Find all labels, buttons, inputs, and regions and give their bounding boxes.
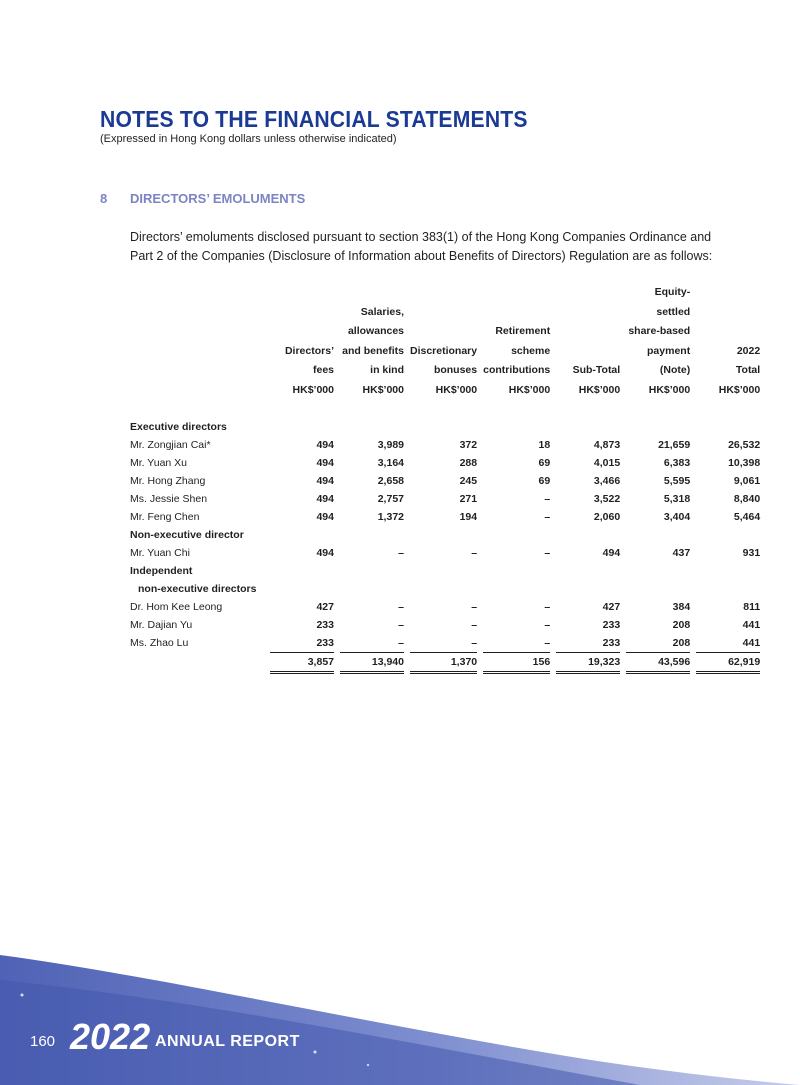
cell-value: 2,757 [377,493,404,505]
cell-value: 494 [602,547,621,559]
header-equity-settled: Equity-settled share-based payment (Note) HK$’000 [628,286,691,396]
report-label: ANNUAL REPORT [155,1033,300,1050]
cell-value: 3,466 [593,475,621,487]
cell-value: 69 [538,475,551,487]
cell-value: 3,989 [377,439,404,451]
table-row [130,634,760,653]
cell-value: – [471,619,478,631]
cell-value: – [544,547,551,559]
table-row [130,616,760,634]
cell-value: 372 [459,439,478,451]
cell-value: 194 [459,511,478,523]
director-name: Ms. Zhao Lu [130,637,189,650]
group-label-independent: Independent [130,565,193,577]
footer-banner [0,940,800,1085]
cell-value: 9,061 [733,475,761,487]
cell-value: 384 [672,601,691,613]
cell-value: 1,372 [377,511,404,523]
total-value: 156 [483,653,550,673]
header-directors-fees: Directors’ fees HK$’000 [284,344,334,396]
cell-value: 437 [672,547,691,559]
total-value: 43,596 [626,653,690,673]
cell-value: 69 [538,457,551,469]
cell-value: 931 [742,547,761,559]
table-row [130,490,760,508]
cell-value: – [471,601,478,613]
header-total: 2022 Total HK$’000 [718,344,761,396]
cell-value: 233 [602,619,621,631]
cell-value: – [483,634,550,653]
table-header-row [130,283,760,400]
cell-value: – [340,634,404,653]
cell-value: 441 [696,634,760,653]
emoluments-table [130,283,760,674]
cell-value: 494 [316,439,334,451]
cell-value: 288 [459,457,478,469]
page-number: 160 [30,1033,56,1050]
table-row [130,472,760,490]
table-row [130,436,760,454]
cell-value: – [398,547,404,559]
cell-value: 208 [672,619,691,631]
cell-value: 208 [626,634,690,653]
group-label-independent-2: non-executive directors [138,583,257,595]
section-title: DIRECTORS’ EMOLUMENTS [130,191,306,206]
director-name: Mr. Feng Chen [130,511,200,523]
cell-value: 233 [270,634,334,653]
report-year: 2022 [70,1016,151,1057]
cell-value: 18 [538,439,551,451]
cell-value: 233 [316,619,334,631]
section-number: 8 [100,191,108,206]
cell-value: 8,840 [733,493,761,505]
cell-value: – [544,619,551,631]
cell-value: 10,398 [728,457,761,469]
header-salaries: Salaries, allowances and benefits in kind HK$’000 [342,305,404,396]
page-subtitle: (Expressed in Hong Kong dollars unless otherwise indicated) [100,133,397,145]
cell-value: 4,015 [593,457,621,469]
total-value: 3,857 [270,653,334,673]
director-name: Mr. Yuan Xu [130,457,188,469]
group-label-non-executive: Non-executive director [130,529,244,541]
cell-value: – [398,601,404,613]
table-row [130,454,760,472]
header-retirement: Retirement scheme contributions HK$’000 [483,325,551,396]
cell-value: – [410,634,477,653]
header-subtotal: Sub-Total HK$’000 [572,364,621,396]
cell-value: 427 [602,601,621,613]
cell-value: 494 [316,475,334,487]
cell-value: 3,164 [377,457,404,469]
cell-value: – [544,601,551,613]
cell-value: 4,873 [593,439,621,451]
director-name: Ms. Jessie Shen [130,493,208,505]
director-name: Mr. Dajian Yu [130,619,193,631]
cell-value: – [544,493,551,505]
cell-value: – [471,547,478,559]
page-title: NOTES TO THE FINANCIAL STATEMENTS [100,106,528,132]
director-name: Mr. Yuan Chi [130,547,190,559]
cell-value: 3,522 [593,493,621,505]
table-row [130,508,760,526]
cell-value: 494 [316,493,334,505]
cell-value: 6,383 [663,457,691,469]
cell-value: 5,318 [663,493,691,505]
director-name: Dr. Hom Kee Leong [130,601,223,613]
cell-value: 494 [316,547,334,559]
total-value: 1,370 [410,653,477,673]
table-row [130,598,760,616]
group-label-executive: Executive directors [130,421,227,433]
cell-value: – [544,511,551,523]
cell-value: 5,595 [663,475,691,487]
cell-value: – [398,619,404,631]
cell-value: 2,658 [377,475,404,487]
cell-value: 494 [316,457,334,469]
header-blank [130,283,270,400]
cell-value: 2,060 [593,511,621,523]
cell-value: 3,404 [663,511,691,523]
total-value: 62,919 [696,653,760,673]
director-name: Mr. Hong Zhang [130,475,206,487]
cell-value: 21,659 [658,439,691,451]
cell-value: 811 [743,601,761,613]
total-value: 19,323 [556,653,620,673]
totals-row [130,653,760,673]
total-value: 13,940 [340,653,404,673]
cell-value: 245 [459,475,478,487]
intro-paragraph: Directors’ emoluments disclosed pursuant to section 383(1) of the Hong Kong Companies Ordinance and Part 2 of the Companies (Disclosure of Information about Benefits of Directors) Regulation are as follows: [130,230,713,263]
cell-value: 233 [556,634,620,653]
director-name: Mr. Zongjian Cai* [130,439,211,451]
cell-value: 494 [316,511,334,523]
header-discretionary-bonuses: Discretionary bonuses HK$’000 [410,344,478,396]
table-row [130,544,760,562]
cell-value: 427 [316,601,334,613]
cell-value: 5,464 [733,511,761,523]
cell-value: 441 [742,619,761,631]
cell-value: 271 [459,493,478,505]
cell-value: 26,532 [728,439,761,451]
